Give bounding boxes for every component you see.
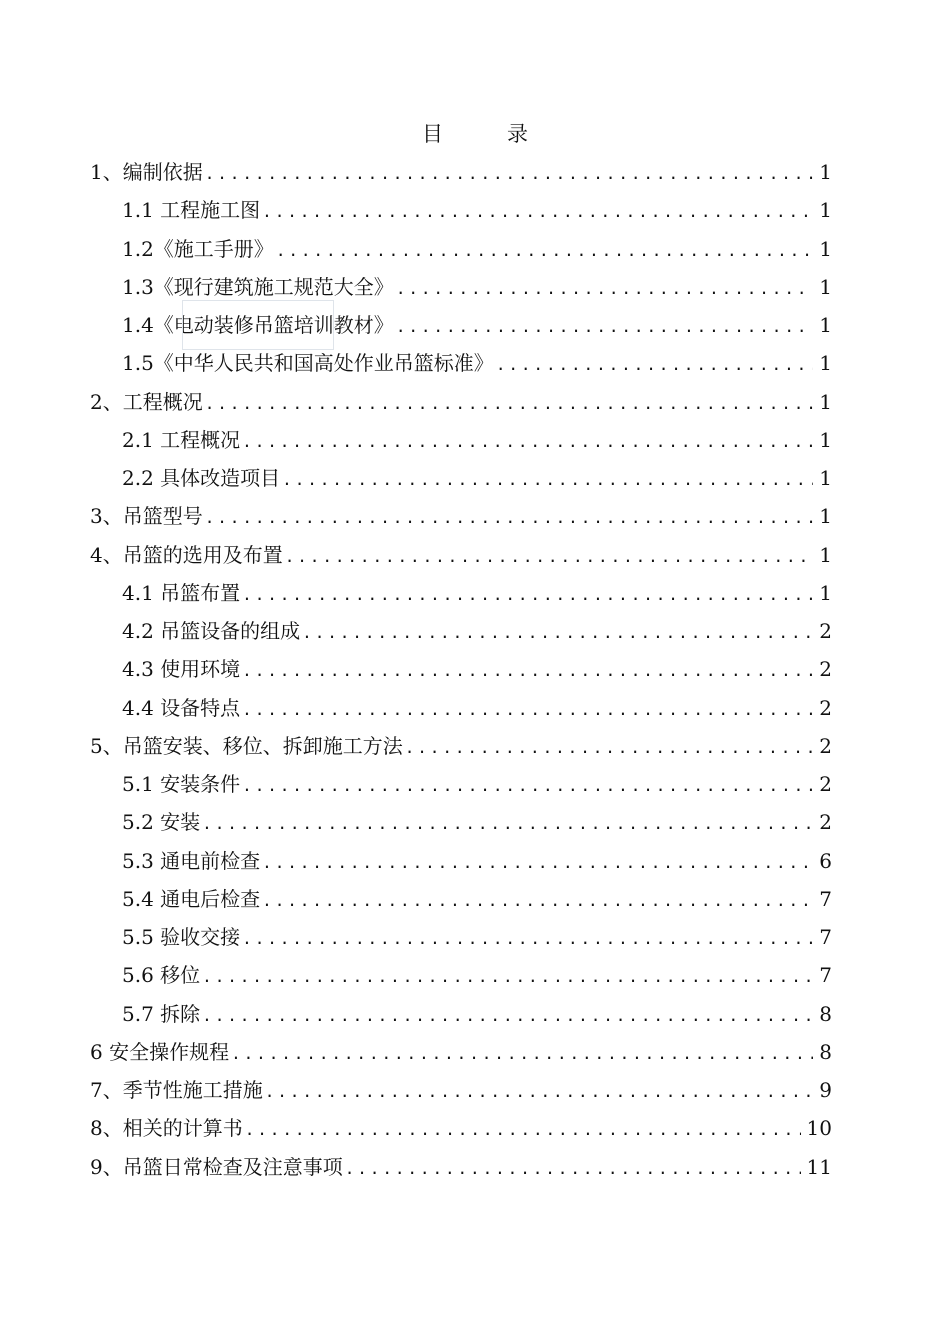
toc-entry[interactable] — [90, 497, 832, 535]
toc-leader-dots — [262, 882, 813, 920]
toc-entry-text: 1.3《现行建筑施工规范大全》 — [122, 274, 394, 299]
toc-entry-text: 1.5《中华人民共和国高处作业吊篮标准》 — [122, 351, 494, 376]
toc-entry-page: 1 — [819, 198, 832, 223]
toc-entry[interactable] — [90, 153, 832, 191]
toc-title — [0, 118, 950, 148]
toc-leader-dots — [231, 1035, 813, 1073]
toc-leader-dots — [205, 385, 814, 423]
toc-entry[interactable] — [90, 727, 832, 765]
toc-entry-page: 1 — [819, 313, 832, 337]
toc-entry-text: 2、工程概况 — [90, 389, 203, 414]
toc-entry[interactable] — [90, 765, 832, 803]
toc-entry[interactable] — [90, 956, 832, 994]
toc-entry-text: 4.4 设备特点 — [122, 695, 241, 720]
toc-entry[interactable] — [90, 1033, 832, 1071]
toc-entry[interactable] — [90, 880, 832, 918]
toc-entry-page: 7 — [819, 886, 832, 911]
toc-entry-page: 1 — [819, 504, 832, 529]
toc-entry[interactable] — [90, 1109, 832, 1147]
toc-entry-text: 5、吊篮安装、移位、拆卸施工方法 — [90, 733, 403, 758]
toc-leader-dots — [396, 270, 813, 308]
toc-entry-page: 1 — [819, 351, 832, 376]
toc-entry[interactable] — [90, 459, 832, 497]
toc-entry[interactable] — [90, 650, 832, 688]
toc-entry-page: 2 — [819, 657, 832, 682]
toc-entry-page: 2 — [819, 619, 832, 643]
toc-entry-page: 1 — [819, 427, 832, 452]
toc-entry[interactable] — [90, 383, 832, 421]
toc-title-left: 目 — [422, 122, 443, 146]
toc-entry-page: 2 — [819, 733, 832, 758]
toc-entry-page: 10 — [806, 1116, 832, 1141]
toc-entry-text: 4.3 使用环境 — [122, 657, 241, 682]
toc-entry[interactable] — [90, 689, 832, 727]
toc-entry[interactable] — [90, 918, 832, 956]
toc-entry-page: 8 — [819, 1001, 832, 1026]
toc-leader-dots — [242, 920, 813, 958]
toc-entry-text: 4.2 吊篮设备的组成 — [122, 619, 301, 643]
toc-entry-page: 1 — [819, 466, 832, 490]
toc-entry-page: 1 — [819, 236, 832, 261]
toc-entry-text: 3、吊篮型号 — [90, 504, 203, 529]
toc-leader-dots — [242, 691, 813, 729]
toc-entry-text: 5.5 验收交接 — [122, 925, 241, 949]
toc-entry[interactable] — [90, 191, 832, 229]
toc-entry-text: 5.2 安装 — [122, 810, 201, 835]
toc-entry-text: 5.4 通电后检查 — [122, 886, 261, 911]
toc-leader-dots — [345, 1150, 801, 1188]
toc-leader-dots — [242, 576, 813, 614]
toc-leader-dots — [396, 308, 813, 346]
toc-entry[interactable] — [90, 344, 832, 382]
toc-entry-page: 1 — [819, 580, 832, 605]
toc-entry[interactable] — [90, 612, 832, 650]
toc-entry[interactable] — [90, 268, 832, 306]
toc-leader-dots — [265, 1073, 814, 1111]
toc-entry-text: 1.1 工程施工图 — [122, 198, 261, 223]
toc-entry-text: 2.2 具体改造项目 — [122, 466, 281, 490]
toc-leader-dots — [205, 499, 814, 537]
toc-entry[interactable] — [90, 1071, 832, 1109]
toc-entry[interactable] — [90, 421, 832, 459]
toc-leader-dots — [405, 729, 814, 767]
toc-leader-dots — [262, 193, 813, 231]
toc-entry-page: 1 — [819, 160, 832, 184]
toc-entry-text: 2.1 工程概况 — [122, 427, 241, 452]
toc-entry-text: 7、季节性施工措施 — [90, 1078, 263, 1102]
toc-list — [90, 153, 832, 1186]
toc-entry-text: 9、吊篮日常检查及注意事项 — [90, 1154, 343, 1179]
toc-entry-page: 2 — [819, 772, 832, 796]
toc-leader-dots — [202, 958, 813, 996]
toc-entry-page: 1 — [819, 542, 832, 567]
toc-leader-dots — [202, 805, 813, 843]
toc-entry-text: 5.3 通电前检查 — [122, 848, 261, 873]
toc-entry-page: 6 — [819, 848, 832, 873]
toc-entry-page: 7 — [819, 963, 832, 988]
toc-entry-text: 5.1 安装条件 — [122, 772, 241, 796]
toc-entry-text: 8、相关的计算书 — [90, 1116, 243, 1141]
toc-leader-dots — [496, 346, 813, 384]
toc-leader-dots — [302, 614, 813, 652]
toc-leader-dots — [245, 1111, 801, 1149]
toc-title-right: 录 — [507, 122, 528, 146]
toc-leader-dots — [202, 997, 813, 1035]
toc-entry-page: 9 — [819, 1078, 832, 1102]
toc-entry[interactable] — [90, 803, 832, 841]
toc-entry-text: 1.4《电动装修吊篮培训教材》 — [122, 313, 394, 337]
toc-leader-dots — [282, 461, 813, 499]
toc-entry-page: 1 — [819, 274, 832, 299]
toc-leader-dots — [285, 538, 814, 576]
toc-entry[interactable] — [90, 574, 832, 612]
toc-entry-text: 5.7 拆除 — [122, 1001, 201, 1026]
toc-entry-page: 2 — [819, 695, 832, 720]
toc-entry-page: 11 — [806, 1154, 832, 1179]
toc-leader-dots — [242, 767, 813, 805]
toc-entry[interactable] — [90, 1148, 832, 1186]
toc-entry-page: 2 — [819, 810, 832, 835]
toc-entry[interactable] — [90, 536, 832, 574]
toc-entry[interactable] — [90, 230, 832, 268]
toc-leader-dots — [276, 232, 813, 270]
toc-entry-text: 1.2《施工手册》 — [122, 236, 274, 261]
toc-entry[interactable] — [90, 306, 832, 344]
toc-entry-text: 5.6 移位 — [122, 963, 201, 988]
toc-leader-dots — [242, 423, 813, 461]
toc-entry-text: 1、编制依据 — [90, 160, 203, 184]
toc-entry-page: 1 — [819, 389, 832, 414]
toc-leader-dots — [242, 652, 813, 690]
toc-entry-text: 4、吊篮的选用及布置 — [90, 542, 283, 567]
toc-entry-page: 7 — [819, 925, 832, 949]
toc-leader-dots — [262, 844, 813, 882]
toc-entry-text: 6 安全操作规程 — [90, 1039, 230, 1064]
toc-entry-page: 8 — [819, 1039, 832, 1064]
toc-entry[interactable] — [90, 995, 832, 1033]
toc-leader-dots — [205, 155, 814, 193]
toc-entry-text: 4.1 吊篮布置 — [122, 580, 241, 605]
toc-entry[interactable] — [90, 842, 832, 880]
